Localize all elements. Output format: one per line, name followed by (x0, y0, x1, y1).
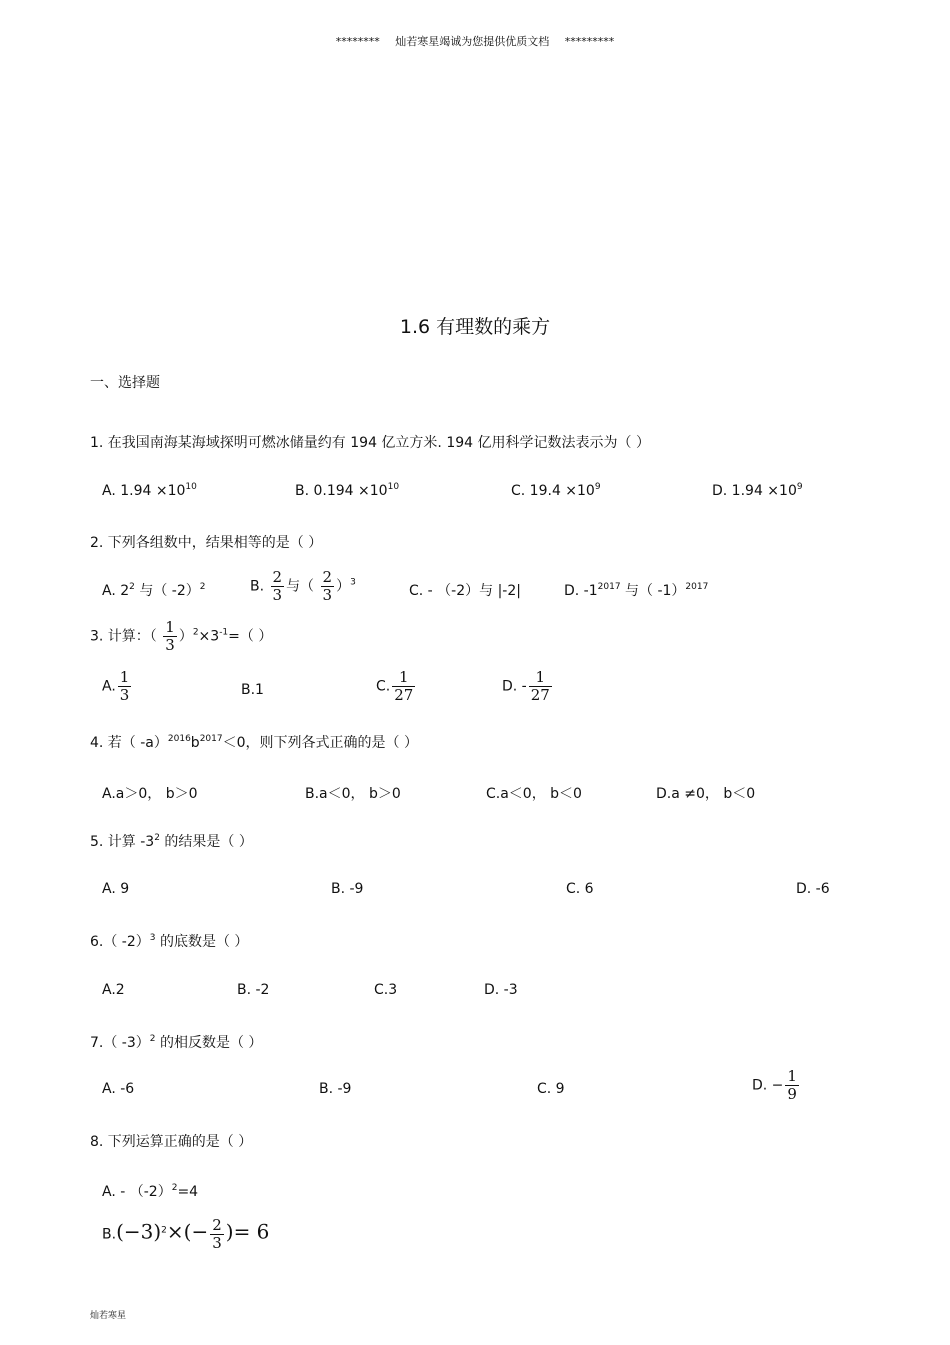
fraction: $\frac{2}{3}$ (212, 1216, 222, 1252)
header-text: 灿若寒星竭诚为您提供优质文档 (395, 35, 550, 48)
fraction: $\frac{1}{3}$ (119, 668, 130, 704)
q4-option-c: C.a＜0， b＜0 (486, 786, 582, 802)
question-6: 6.（ -2）$^3$ 的底数是（ ） (90, 933, 249, 950)
q8-option-b: $B.(-3)^2\times(-$ $\frac{2}{3}$ )= 6 (102, 1216, 270, 1252)
q2-option-c: C. - （-2）与 |-2| (409, 583, 521, 599)
question-5: 5. 计算 $-3^2$ 的结果是（ ） (90, 833, 253, 850)
question-8: 8. 下列运算正确的是（ ） (90, 1134, 253, 1150)
fraction: $\frac{2}{3}$ (272, 568, 283, 604)
q3-option-b: B.1 (241, 682, 264, 698)
fraction: $\frac{1}{3}$ (165, 618, 175, 654)
q2-option-a: A. $2^2$ 与（ -2）$^2$ (102, 582, 206, 599)
q6-option-a: A.2 (102, 982, 125, 998)
question-2: 2. 下列各组数中，结果相等的是（ ） (90, 535, 323, 551)
header-stars-left: ******** (335, 35, 380, 48)
question-7: 7.（ -3）$^2$ 的相反数是（ ） (90, 1034, 263, 1051)
q3-option-a: A. $\frac{1}{3}$ (102, 668, 130, 704)
page-footer: 灿若寒星 (90, 1311, 127, 1321)
q3-option-c: C. $\frac{1}{27}$ (376, 668, 414, 704)
page-header (0, 33, 950, 49)
q6-option-d: D. -3 (484, 982, 518, 998)
q7-option-c: C. 9 (537, 1081, 565, 1097)
q6-option-b: B. -2 (237, 982, 270, 998)
q8-option-a: A. - $(-2)^2=4$ (102, 1183, 199, 1200)
fraction: $\frac{1}{9}$ (787, 1067, 797, 1103)
q7-option-b: B. -9 (319, 1081, 352, 1097)
q1-option-d: D. $1.94 \times 10^9$ (712, 482, 803, 499)
q5-option-b: B. -9 (331, 881, 364, 897)
q5-option-d: D. -6 (796, 881, 830, 897)
section-heading: 一、选择题 (90, 375, 160, 391)
fraction: $\frac{1}{27}$ (394, 668, 414, 704)
q7-option-a: A. -6 (102, 1081, 135, 1097)
fraction: $\frac{1}{27}$ (530, 668, 550, 704)
q3-option-d: D. - $\frac{1}{27}$ (502, 668, 550, 704)
q2-option-d: D. $-1^{2017}$ 与（ -1）$^{2017}$ (564, 582, 709, 599)
q4-option-d: D.a ≠0， b＜0 (656, 786, 756, 802)
question-4: 4. 若（ $-a)^{2016}b^{2017}<0$，则下列各式正确的是（ ） (90, 734, 418, 751)
question-3: 3. 计算：（ $\frac{1}{3}$ ）$^2\times 3^{-1}=$（ ） (90, 618, 273, 654)
q5-option-a: A. 9 (102, 881, 130, 897)
question-1: 1. 在我国南海某海域探明可燃冰储量约有 194 亿立方米. 194 亿用科学记数法表示为（ ） (90, 435, 650, 451)
header-stars-right: ********* (564, 35, 615, 48)
q5-option-c: C. 6 (566, 881, 594, 897)
q1-option-c: C. $19.4 \times 10^9$ (511, 482, 601, 499)
q4-option-b: B.a＜0， b＞0 (305, 786, 401, 802)
q1-option-a: A. $1.94 \times 10^{10}$ (102, 482, 197, 499)
q2-option-b: B. $\frac{2}{3}$ 与（ $\frac{2}{3}$ ）$^3$ (250, 568, 356, 604)
q1-option-b: B. $0.194 \times 10^{10}$ (295, 482, 400, 499)
q7-option-d: D. − $\frac{1}{9}$ (752, 1067, 797, 1103)
fraction: $\frac{2}{3}$ (322, 568, 333, 604)
page-title: 1.6 有理数的乘方 (399, 316, 551, 338)
q4-option-a: A.a＞0， b＞0 (102, 786, 198, 802)
q6-option-c: C.3 (374, 982, 398, 998)
